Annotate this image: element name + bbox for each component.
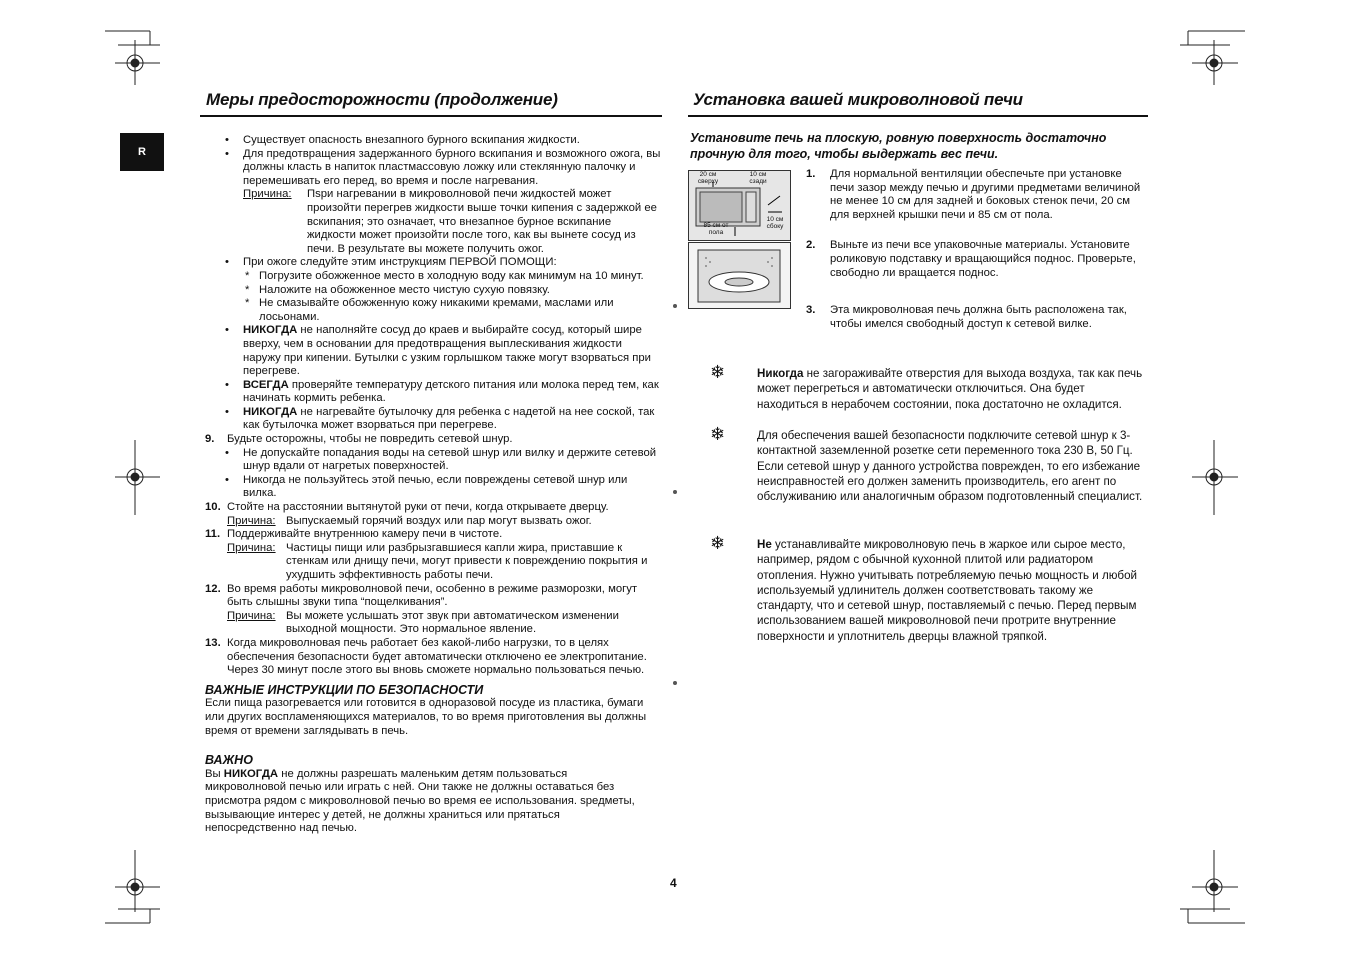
safety-text: Если пища разогревается или готовится в одноразовой посуде из пластика, бумаги или других воспламеняющихся материалов, то во время приготовления вы должны время от времени заглядывать в печь.	[205, 697, 647, 737]
list-item: • При ожоге следуйте этим инструкциям ПЕРВОЙ ПОМОЩИ:	[225, 256, 557, 269]
punch-dot	[673, 681, 677, 685]
install-step-1: 1. Для нормальной вентиляции обеспечьте при установке печи зазор между печью и другими предметами величиной не менее 10 см для задней и боковых стенок печи, 20 см для верхней крышки печи и 85 см от пола.	[806, 168, 1141, 221]
note-power: Для обеспечения вашей безопасности подключите сетевой шнур к 3-контактной заземленной розетке сети переменного тока 230 В, 50 Гц. Если сетевой шнур у данного устройства поврежден, то его избежание неисправностей его должен заменить производитель, его агент по обслуживанию или аналогичным образом подготовленный специалист.	[757, 429, 1143, 504]
punch-dot	[673, 304, 677, 308]
install-steps	[806, 168, 1148, 331]
important-heading: ВАЖНО	[205, 753, 253, 768]
note-ventilation: Никогда не загораживайте отверстия для выхода воздуха, так как печь может перегреться и автоматически отключиться. Она будет находиться в нерабочем состоянии, пока достаточно не охладится.	[757, 367, 1143, 411]
note-placement: Не устанавливайте микроволновую печь в жаркое или сырое место, например, рядом с обычной кухонной плитой или радиатором отопления. Нужно учитывать потребляемую печью мощность и любой используемый удлинитель должен соответствовать такому же стандарту, что и сетевой шнур, поставляемый с печью. Перед первым использованием вашей микроволновой печи протрите внутренние поверхности и уплотнитель дверцы влажной тряпкой.	[757, 538, 1137, 643]
clearance-floor-label: 85 см от пола	[703, 222, 729, 236]
numbered-item-13: 13. Когда микроволновая печь работает без какой-либо нагрузки, то в целях обеспечения безопасности будет автоматически отключено ее электропитание. Через 30 минут после этого вы вновь сможете нормально пользоваться печью.	[205, 636, 647, 677]
list-item: • Никогда не пользуйтесь этой печью, если повреждены сетевой шнур или вилка.	[225, 473, 628, 500]
important-text: Вы НИКОГДА не должны разрешать маленьким детям пользоваться микроволновой печью или играть с ней. Они также не должны оставаться без присмотра рядом с микроволновой печью во время ее использования. sредметы, вызывающие интерес у детей, не должны храниться или прятаться непосредственно над печью.	[205, 767, 635, 835]
clearance-back-label: 10 см сзади	[749, 171, 767, 185]
punch-dot	[673, 490, 677, 494]
list-item: • НИКОГДА не наполняйте сосуд до краев и выбирайте сосуд, который шире вверху, чем в основании для предотвращения выплескивания жидкости наружу при кипении. Бутылки с узким горлышком также могут взорваться при перегреве.	[225, 324, 651, 378]
clearance-side-label: 10 см сбоку	[766, 216, 784, 230]
note-icon: ❄	[710, 533, 726, 553]
first-aid-item: * Погрузите обожженное место в холодную воду как минимум на 10 минут.	[245, 269, 644, 282]
install-intro: Установите печь на плоскую, ровную поверхность достаточно прочную для того, чтобы выдержать вес печи.	[690, 131, 1107, 161]
note-icon: ❄	[710, 424, 726, 444]
oven-clearance-illustration	[688, 170, 791, 310]
numbered-item-11: 11. Поддерживайте внутреннюю камеру печи в чистоте.	[205, 528, 503, 541]
page-number: 4	[670, 876, 677, 890]
numbered-item-12: 12. Во время работы микроволновой печи, особенно в режиме разморозки, могут быть слышны звуки типа “пощелкивания”.	[205, 582, 638, 609]
right-page-title: Установка вашей микроволновой печи	[693, 90, 1023, 109]
numbered-item-9: 9. Будьте осторожны, чтобы не повредить сетевой шнур.	[205, 433, 513, 446]
left-title-rule	[200, 115, 662, 117]
list-item: • ВСЕГДА проверяйте температуру детского питания или молока перед тем, как начинать кормить ребенка.	[225, 378, 659, 405]
reason-block: Причина: Пsри нагревании в микроволновой печи жидкостей может произойти перегрев жидкости выше точки кипения с задержкой ее вскипания; это означает, что внезапное бурное вскипание жидкости может произойти после того, как вы вынете сосуд из печи. В результате вы можете получить ожог.	[243, 188, 657, 255]
install-step-2: 2. Выньте из печи все упаковочные материалы. Установите роликовую подставку и вращающийся поднос. Проверьте, свободно ли вращается поднос.	[806, 239, 1136, 279]
right-title-rule	[688, 115, 1148, 117]
first-aid-item: * Наложите на обожженное место чистую сухую повязку.	[245, 283, 550, 296]
oven-diagram	[688, 170, 791, 310]
reason-block: Причина: Частицы пищи или разбрызгавшиеся капли жира, приставшие к стенкам или днищу печи, могут привести к повреждению покрытия и ухудшить эффективность работы печи.	[227, 541, 648, 581]
safety-heading: ВАЖНЫЕ ИНСТРУКЦИИ ПО БЕЗОПАСНОСТИ	[205, 682, 484, 697]
install-step-3: 3. Эта микроволновая печь должна быть расположена так, чтобы имелся свободный доступ к сетевой вилке.	[806, 304, 1127, 330]
left-column	[205, 134, 661, 836]
clearance-top-label: 20 см сверху	[697, 171, 719, 185]
list-item: • Для предотвращения задержанного бурного вскипания и возможного ожога, вы должны класть в напиток пластмассовую ложку или стеклянную палочку и перемешивать его перед, во время и после нагревания.	[225, 147, 661, 187]
note-icon: ❄	[710, 362, 726, 382]
reason-block: Причина: Выпускаемый горячий воздух или пар могут вызвать ожог.	[227, 514, 592, 527]
list-item: • Существует опасность внезапного бурного вскипания жидкости.	[225, 134, 580, 146]
first-aid-item: * Не смазывайте обожженную кожу никакими кремами, маслами или лосьонами.	[245, 297, 614, 323]
list-item: • НИКОГДА не нагревайте бутылочку для ребенка с надетой на нее соской, так как бутылочка может взорваться при перегреве.	[225, 405, 655, 432]
numbered-item-10: 10. Стойте на расстоянии вытянутой руки от печи, когда открываете дверцу.	[205, 501, 609, 514]
list-item: • Не допускайте попадания воды на сетевой шнур или вилку и держите сетевой шнур вдали от нагретых поверхностей.	[225, 446, 657, 473]
reason-block: Причина: Вы можете услышать этот звук при автоматическом изменении выходной мощности. Это нормальное явление.	[227, 609, 619, 636]
left-page-title: Меры предосторожности (продолжение)	[206, 90, 558, 109]
language-tab: R	[120, 133, 164, 171]
